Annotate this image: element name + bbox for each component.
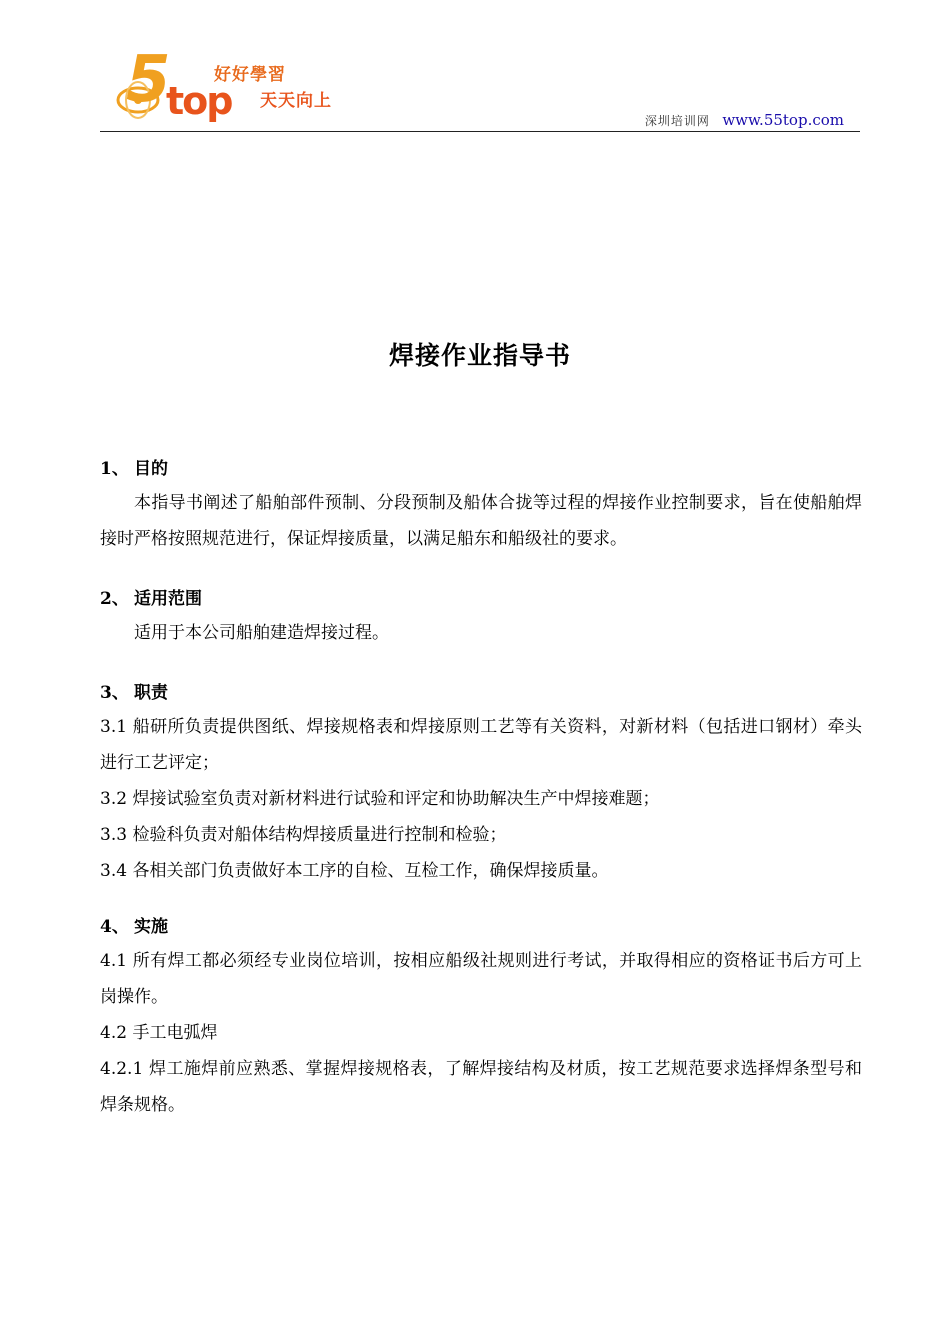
section-heading-responsibilities (100, 677, 862, 709)
logo-number: 5 (126, 43, 171, 117)
section-number: 3、 (100, 683, 129, 703)
list-item: 3.1 船研所负责提供图纸、焊接规格表和焊接原则工艺等有关资料，对新材料（包括进口钢材）牵头进行工艺评定； (100, 717, 863, 773)
document-body (100, 453, 862, 1123)
logo-slogan-2: 天天向上 (260, 91, 332, 111)
section-title: 适用范围 (134, 589, 202, 609)
list-item: 3.4 各相关部门负责做好本工序的自检、互检工作，确保焊接质量。 (100, 861, 609, 881)
logo-slogan-1: 好好學習 (214, 65, 286, 85)
header-site-info (645, 111, 844, 129)
list-item: 4.2 手工电弧焊 (100, 1023, 218, 1043)
spacer (100, 557, 862, 583)
site-url-link[interactable]: www.55top.com (722, 111, 844, 129)
list-item: 4.1 所有焊工都必须经专业岗位培训，按相应船级社规则进行考试，并取得相应的资格证书后方可上岗操作。 (100, 951, 863, 1007)
section-number: 1、 (100, 459, 129, 479)
section-number: 4、 (100, 917, 129, 937)
page-header (0, 0, 950, 140)
logo-word: top (166, 79, 232, 123)
site-logo (114, 43, 344, 130)
section-heading-purpose (100, 453, 862, 485)
list-item: 3.3 检验科负责对船体结构焊接质量进行控制和检验； (100, 825, 507, 845)
site-name: 深圳培训网 (644, 114, 710, 128)
section-number: 2、 (100, 589, 129, 609)
spacer (100, 889, 862, 911)
section-title: 目的 (134, 459, 168, 479)
section-paragraph: 本指导书阐述了船舶部件预制、分段预制及船体合拢等过程的焊接作业控制要求，旨在使船舶焊接时严格按照规范进行，保证焊接质量，以满足船东和船级社的要求。 (100, 493, 862, 549)
document-title: 焊接作业指导书 (388, 341, 571, 370)
section-heading-scope (100, 583, 862, 615)
section-title: 实施 (134, 917, 168, 937)
section-title: 职责 (134, 683, 168, 703)
list-item: 4.2.1 焊工施焊前应熟悉、掌握焊接规格表，了解焊接结构及材质，按工艺规范要求选择焊条型号和焊条规格。 (100, 1059, 862, 1115)
section-paragraph: 适用于本公司船舶建造焊接过程。 (134, 623, 389, 643)
header-divider (100, 131, 860, 132)
spacer (100, 651, 862, 677)
list-item: 3.2 焊接试验室负责对新材料进行试验和评定和协助解决生产中焊接难题； (100, 789, 660, 809)
section-heading-implementation (100, 911, 862, 943)
